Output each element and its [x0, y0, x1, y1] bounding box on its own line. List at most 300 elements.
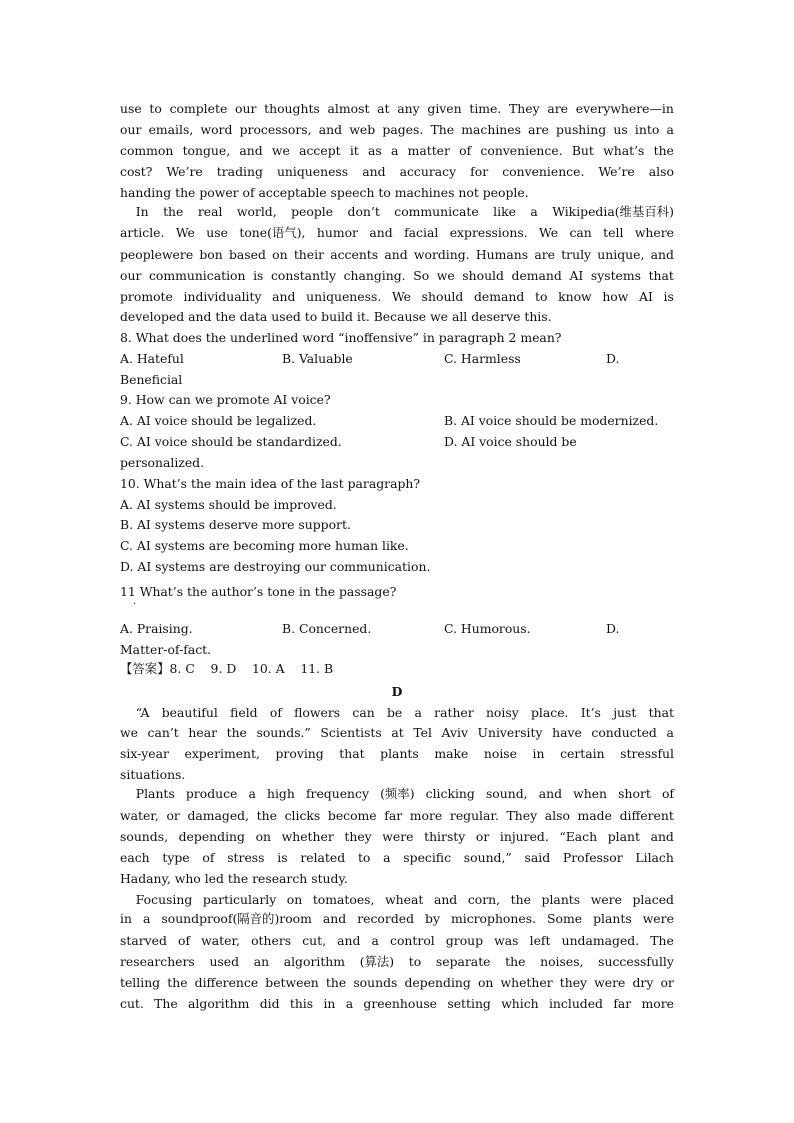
word: facial	[404, 225, 439, 240]
word: high	[266, 786, 295, 801]
word: just	[613, 705, 637, 720]
word: a	[530, 204, 538, 219]
word: where	[634, 225, 674, 240]
word: greenhouse	[363, 996, 438, 1011]
word: algorithm	[188, 996, 250, 1011]
word: what’s	[603, 143, 645, 158]
word: They	[509, 101, 540, 116]
word: or	[475, 829, 490, 844]
word: microphones.	[450, 911, 537, 926]
word: starved	[120, 933, 167, 948]
passage-c-line	[120, 164, 674, 180]
word: In	[120, 204, 149, 219]
word: almost	[327, 101, 370, 116]
word: Professor	[562, 850, 623, 865]
question-9-option-a: A. AI voice should be legalized.	[120, 413, 317, 428]
word: different	[619, 808, 674, 823]
word: field	[230, 705, 258, 720]
word: by	[425, 911, 440, 926]
word: We’re	[598, 164, 635, 179]
word: researchers	[120, 954, 195, 969]
word: injured.	[499, 829, 549, 844]
word: to	[408, 954, 422, 969]
passage-d-line	[120, 808, 674, 824]
word: It’s	[580, 705, 601, 720]
word: Some	[547, 911, 583, 926]
word: of	[202, 850, 215, 865]
word: our	[235, 101, 257, 116]
word: and	[433, 892, 458, 907]
word: sounds	[353, 975, 398, 990]
word: Scientists	[320, 725, 382, 740]
word: placed	[632, 892, 674, 907]
word: the	[256, 808, 277, 823]
word: proving	[275, 746, 324, 761]
word: any	[397, 101, 420, 116]
word: plants	[541, 892, 581, 907]
word: as	[368, 143, 382, 158]
passage-d-line	[120, 746, 674, 762]
word: complete	[169, 101, 228, 116]
word: their	[293, 247, 324, 262]
word: more	[641, 996, 674, 1011]
word: on	[272, 247, 288, 262]
word: and	[337, 933, 361, 948]
word: word	[200, 122, 233, 137]
word: plants	[593, 911, 632, 926]
word: made	[577, 808, 612, 823]
word: place.	[530, 705, 569, 720]
question-9-stem: 9. How can we promote AI voice?	[120, 392, 331, 407]
word: and	[650, 829, 674, 844]
word: wording.	[413, 247, 470, 262]
word: emails,	[148, 122, 194, 137]
word: into	[634, 122, 660, 137]
word: accents	[330, 247, 379, 262]
question-8-option-b: B. Valuable	[282, 351, 353, 366]
word: We	[175, 225, 195, 240]
word: whether	[500, 975, 553, 990]
word: said	[524, 850, 551, 865]
word: AI	[569, 268, 584, 283]
word: certain	[560, 746, 605, 761]
word: communication	[148, 268, 246, 283]
word: were	[594, 975, 626, 990]
word: on	[286, 892, 303, 907]
word: difference	[194, 975, 259, 990]
word: Focusing	[120, 892, 193, 907]
word: far	[384, 808, 403, 823]
word: were	[642, 911, 674, 926]
word: can	[352, 705, 375, 720]
word: conducted	[591, 725, 657, 740]
word: noisy	[485, 705, 519, 720]
word: tongue,	[182, 143, 231, 158]
word: a	[142, 911, 151, 926]
word: unique,	[597, 247, 645, 262]
word: pages.	[382, 122, 424, 137]
word: that	[648, 268, 674, 283]
word: the	[510, 892, 531, 907]
word: Plants	[120, 786, 175, 801]
word: and	[322, 911, 347, 926]
word: whether	[281, 829, 334, 844]
word: on	[477, 975, 494, 990]
word: people	[291, 204, 334, 219]
word: of	[661, 786, 674, 801]
question-10-option-c: C. AI systems are becoming more human like.	[120, 538, 409, 553]
word: have	[552, 725, 582, 740]
word: demand	[474, 289, 525, 304]
passage-c-line	[120, 143, 674, 159]
word: Lilach	[635, 850, 674, 865]
word: (算法)	[359, 954, 395, 969]
word: that	[339, 746, 365, 761]
word: We’re	[166, 164, 203, 179]
word: convenience.	[502, 164, 585, 179]
word: processors,	[239, 122, 312, 137]
word: are	[528, 122, 549, 137]
passage-c-line: developed and the data used to build it. Because we all deserve this.	[120, 309, 552, 324]
word: bon	[199, 247, 223, 262]
word: sounds.”	[256, 725, 311, 740]
word: don’t	[347, 204, 380, 219]
word: specific	[403, 850, 452, 865]
word: flowers	[294, 705, 341, 720]
word: humor	[316, 225, 358, 240]
word: wheat	[385, 892, 424, 907]
question-8-option-a: A. Hateful	[120, 351, 184, 366]
section-heading-d: D	[391, 684, 403, 699]
word: in	[120, 911, 132, 926]
passage-d-line	[120, 725, 674, 741]
word: individuality	[183, 289, 262, 304]
word: type	[162, 850, 190, 865]
question-11-option-d: D.	[606, 621, 620, 636]
word: of	[178, 933, 191, 948]
word: we	[436, 268, 455, 283]
word: an	[253, 954, 270, 969]
word: depending	[178, 829, 245, 844]
word: trading	[216, 164, 263, 179]
word: tone(语气),	[239, 225, 306, 240]
word: a	[371, 933, 379, 948]
word: hear	[188, 725, 217, 740]
word: accuracy	[399, 164, 457, 179]
word: tell	[603, 225, 624, 240]
word: the	[163, 204, 184, 219]
word: Wikipedia(维基百科)	[552, 204, 674, 219]
word: should	[462, 268, 504, 283]
word: successfully	[598, 954, 674, 969]
word: recorded	[357, 911, 415, 926]
word: produce	[185, 786, 238, 801]
word: at	[377, 101, 390, 116]
word: Tel	[413, 725, 432, 740]
word: used	[209, 954, 240, 969]
word: our	[120, 268, 142, 283]
word: did	[259, 996, 280, 1011]
word: and	[650, 247, 674, 262]
word: is	[277, 850, 288, 865]
word: But	[571, 143, 594, 158]
word: promote	[120, 289, 173, 304]
word: were	[382, 829, 414, 844]
word: we	[120, 725, 138, 740]
word: article.	[120, 225, 165, 240]
word: each	[120, 850, 150, 865]
word: a	[345, 996, 354, 1011]
word: group	[445, 933, 484, 948]
word: real	[197, 204, 223, 219]
word: a	[414, 705, 422, 720]
word: telling	[120, 975, 161, 990]
word: the	[325, 975, 347, 990]
word: cut.	[120, 996, 144, 1011]
word: also	[648, 164, 674, 179]
word: or	[166, 808, 180, 823]
word: and	[362, 164, 386, 179]
word: stress	[227, 850, 265, 865]
passage-c-line	[120, 225, 674, 241]
word: University	[477, 725, 543, 740]
question-8-option-c: C. Harmless	[444, 351, 521, 366]
passage-d-line	[120, 996, 674, 1012]
word: the	[505, 954, 526, 969]
word: a	[383, 850, 391, 865]
word: tomatoes,	[312, 892, 375, 907]
word: others	[251, 933, 292, 948]
word: are	[534, 247, 555, 262]
word: given	[427, 101, 462, 116]
word: six-year	[120, 746, 169, 761]
word: like	[493, 204, 516, 219]
word: when	[573, 786, 608, 801]
passage-c-line: handing the power of acceptable speech to machines not people.	[120, 185, 529, 200]
word: short	[618, 786, 651, 801]
word: water,	[201, 933, 240, 948]
passage-d-line	[120, 705, 674, 721]
word: in	[323, 996, 336, 1011]
word: experiment,	[184, 746, 260, 761]
passage-c-line	[120, 204, 674, 220]
word: of	[459, 143, 472, 158]
word: setting	[447, 996, 491, 1011]
word: we	[271, 143, 290, 158]
word: at	[391, 725, 404, 740]
word: web	[349, 122, 376, 137]
passage-d-line	[120, 829, 674, 845]
word: systems	[590, 268, 641, 283]
word: control	[390, 933, 435, 948]
word: which	[501, 996, 539, 1011]
word: accept	[299, 143, 341, 158]
question-8-option-d: D.	[606, 351, 620, 366]
word: included	[548, 996, 603, 1011]
word: thoughts	[264, 101, 320, 116]
word: the	[226, 725, 247, 740]
question-9-option-c: C. AI voice should be standardized.	[120, 434, 342, 449]
word: stressful	[620, 746, 674, 761]
word: how	[602, 289, 629, 304]
word: time.	[469, 101, 502, 116]
word: they	[344, 829, 372, 844]
word: us	[613, 122, 628, 137]
word: AI	[639, 289, 653, 304]
word: sounds,	[120, 829, 169, 844]
question-11-option-a: A. Praising.	[120, 621, 193, 636]
word: it	[349, 143, 359, 158]
word: machines	[461, 122, 521, 137]
question-8-stem: 8. What does the underlined word “inoffensive” in paragraph 2 mean?	[120, 330, 562, 345]
passage-d-line	[120, 933, 674, 949]
passage-d-line	[120, 892, 674, 908]
word: particularly	[202, 892, 277, 907]
word: between	[265, 975, 319, 990]
word: depending	[404, 975, 471, 990]
question-10-option-a: A. AI systems should be improved.	[120, 497, 337, 512]
word: The	[650, 933, 674, 948]
word: sound,”	[463, 850, 512, 865]
word: undamaged.	[561, 933, 640, 948]
word: become	[327, 808, 377, 823]
word: clicking	[425, 786, 475, 801]
word: noise	[483, 746, 517, 761]
word: Aviv	[441, 725, 468, 740]
word: for	[470, 164, 489, 179]
passage-d-line	[120, 850, 674, 866]
word: uniqueness.	[306, 289, 382, 304]
word: communicate	[394, 204, 479, 219]
word: left	[529, 933, 551, 948]
question-9-option-d-text: personalized.	[120, 455, 205, 470]
passage-c-line	[120, 247, 674, 263]
word: They	[506, 808, 538, 823]
word: cost?	[120, 164, 153, 179]
word: are	[547, 101, 569, 116]
word: or	[660, 975, 674, 990]
word: clicks	[284, 808, 321, 823]
word: separate	[435, 954, 491, 969]
word: our	[120, 122, 142, 137]
word: water,	[120, 808, 159, 823]
word: dry	[632, 975, 654, 990]
word: know	[558, 289, 592, 304]
word: demand	[511, 268, 562, 283]
word: constantly	[270, 268, 336, 283]
question-10-option-d: D. AI systems are destroying our communication.	[120, 559, 431, 574]
passage-d-line	[120, 911, 674, 927]
word: soundproof(隔音的)room	[161, 911, 312, 926]
word: algorithm	[283, 954, 346, 969]
word: beautiful	[161, 705, 218, 720]
question-11-stem: 11 What’s the author’s tone in the passage?	[120, 584, 397, 599]
word: to	[357, 850, 371, 865]
word: pushing	[556, 122, 607, 137]
word: corn,	[467, 892, 501, 907]
word: and	[318, 122, 343, 137]
passage-c-line	[120, 122, 674, 138]
word: also	[544, 808, 570, 823]
answer-key: 【答案】8. C 9. D 10. A 11. B	[120, 661, 334, 676]
word: can	[569, 225, 592, 240]
word: should	[421, 289, 464, 304]
word: changing.	[343, 268, 406, 283]
word: sound,	[485, 786, 528, 801]
word: world,	[236, 204, 277, 219]
word: based	[228, 247, 266, 262]
word: and	[538, 786, 563, 801]
question-10-option-b: B. AI systems deserve more support.	[120, 517, 351, 532]
word: frequency	[305, 786, 369, 801]
word: that	[648, 705, 674, 720]
word: a	[390, 143, 399, 158]
word: “Each	[559, 829, 598, 844]
word: and	[239, 143, 263, 158]
word: were	[590, 892, 622, 907]
word: is	[663, 289, 674, 304]
word: common	[120, 143, 174, 158]
word: thirsty	[424, 829, 466, 844]
passage-c-line	[120, 268, 674, 284]
word: peoplewere	[120, 247, 194, 262]
word: regular.	[449, 808, 499, 823]
word: more	[409, 808, 443, 823]
question-9-option-d: D. AI voice should be	[444, 434, 577, 449]
word: We	[391, 289, 411, 304]
word: make	[434, 746, 469, 761]
word: in	[532, 746, 545, 761]
word: plants	[380, 746, 419, 761]
word: use	[120, 101, 142, 116]
question-8-option-d-text: Beneficial	[120, 372, 183, 387]
word: this	[289, 996, 314, 1011]
word: everywhere—in	[575, 101, 674, 116]
question-10-stem: 10. What’s the main idea of the last paragraph?	[120, 476, 421, 491]
stray-dot-mark: ·	[133, 599, 137, 610]
word: cut,	[302, 933, 327, 948]
word: to	[149, 101, 162, 116]
word: far	[613, 996, 632, 1011]
word: So	[413, 268, 430, 283]
word: “A	[120, 705, 150, 720]
word: use	[206, 225, 228, 240]
word: uniqueness	[276, 164, 349, 179]
word: a	[666, 725, 674, 740]
passage-d-line	[120, 786, 674, 802]
question-9-option-b: B. AI voice should be modernized.	[444, 413, 659, 428]
word: to	[534, 289, 548, 304]
word: on	[255, 829, 272, 844]
word: truly	[561, 247, 592, 262]
word: can’t	[147, 725, 179, 740]
word: (频率)	[380, 786, 415, 801]
word: and	[384, 247, 408, 262]
word: The	[430, 122, 455, 137]
word: is	[253, 268, 264, 283]
passage-d-line: situations.	[120, 767, 186, 782]
word: rather	[434, 705, 474, 720]
question-11-option-d-text: Matter-of-fact.	[120, 642, 212, 657]
word: of	[269, 705, 282, 720]
word: damaged,	[187, 808, 250, 823]
word: and	[272, 289, 296, 304]
word: and	[369, 225, 393, 240]
word: the	[167, 975, 188, 990]
word: noises,	[540, 954, 584, 969]
passage-c-line	[120, 101, 674, 117]
word: Humans	[475, 247, 529, 262]
